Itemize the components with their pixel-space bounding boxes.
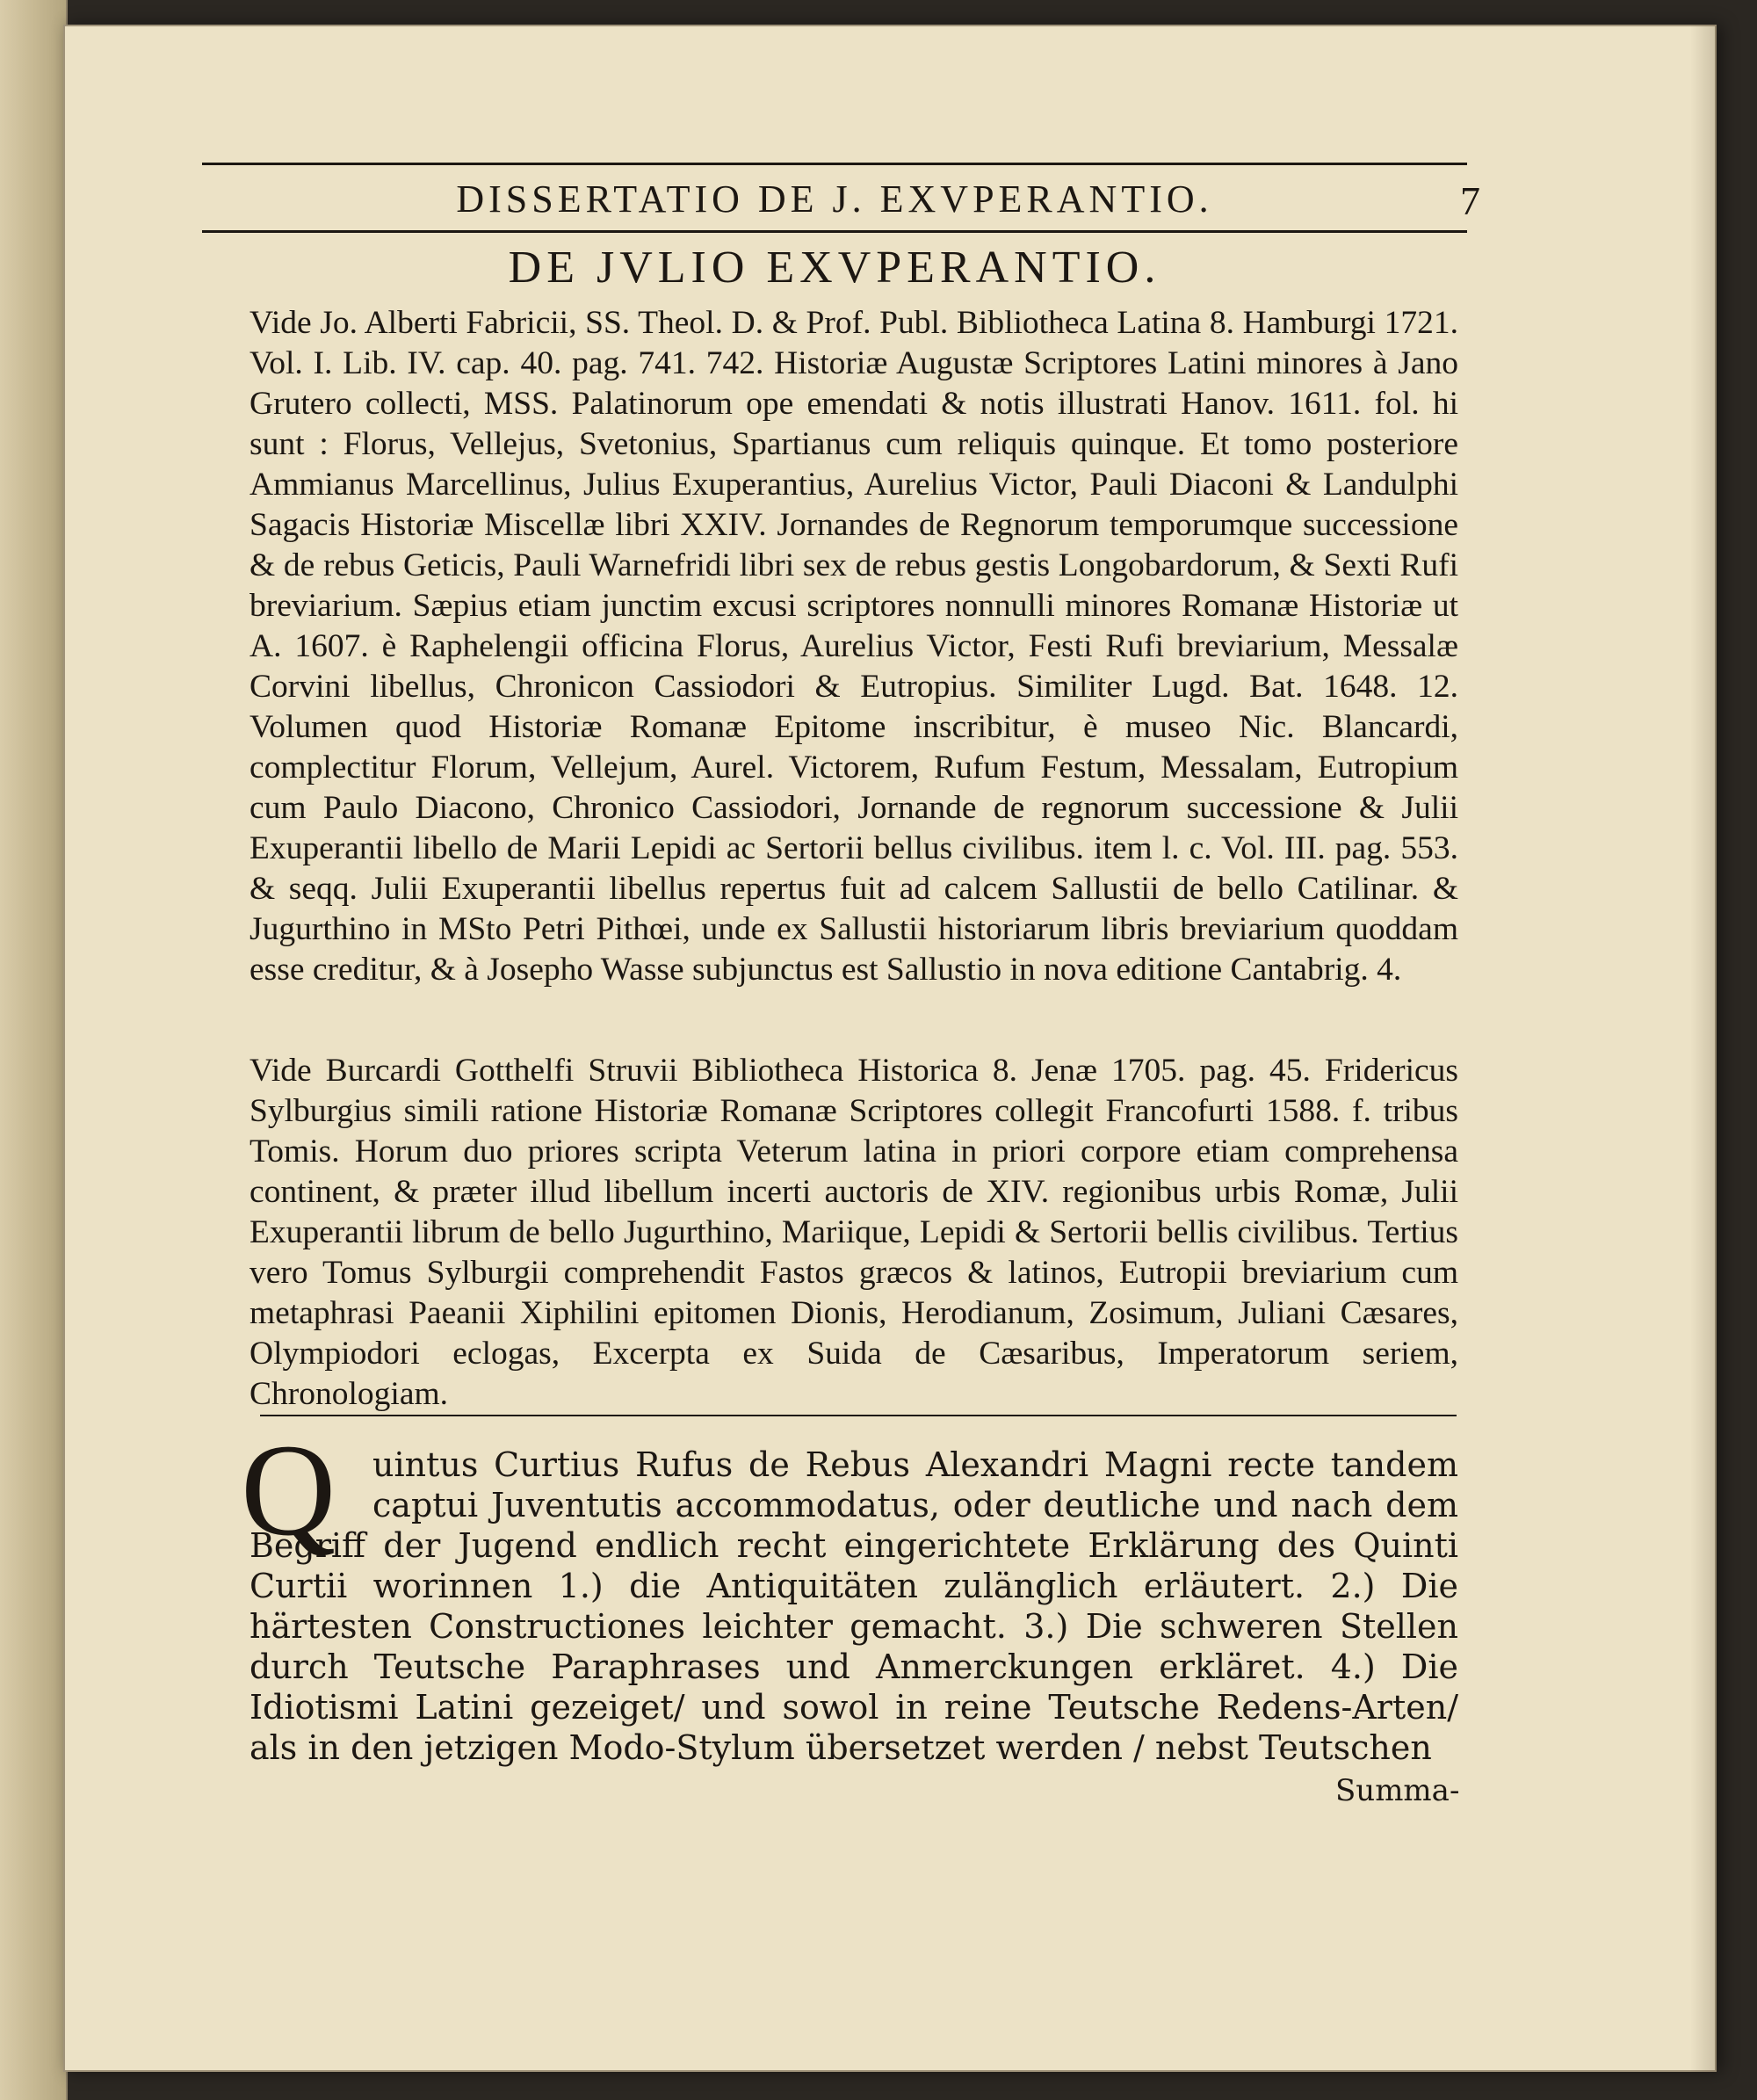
adjacent-page-edge	[0, 0, 68, 2100]
paragraph-struvius: Vide Burcardi Gotthelfi Struvii Bibliotheca Historica 8. Jenæ 1705. pag. 45. Fridericus Sylburgius simili ratione Historiæ Romanæ Scriptores collegit Francofurti 1588. f. tribus Tomis. Horum duo priores scripta Veterum latina in priori corpore etiam comprehensa continent, & præter illud libellum incerti auctoris de XIV. regionibus urbis Romæ, Julii Exuperantii librum de bello Jugurthino, Mariique, Lepidi & Sertorii bellis civilibus. Tertius vero Tomus Sylburgii comprehendit Fastos græcos & latinos, Eutropii breviarium cum metaphrasi Paeanii Xiphilini epitomen Dionis, Herodianum, Zosimum, Juliani Cæsares, Olympiodori eclogas, Excerpta ex Suida de Cæsaribus, Imperatorum seriem, Chronologiam.	[249, 1053, 1458, 1412]
section-separator-rule	[260, 1415, 1457, 1416]
section-title: DE JVLIO EXVPERANTIO.	[508, 243, 1161, 293]
drop-cap-initial: Q	[241, 1417, 336, 1563]
catchword: Summa-	[1335, 1773, 1460, 1808]
book-notice-curtius: uintus Curtius Rufus de Rebus Alexandri Magni recte tandem captui Juventutis accommodatus, oder deutliche und nach dem Begriff der Jugend endlich recht eingerichtete Erklärung des Quinti Curtii worinnen 1.) die Antiquitäten zulänglich erläutert. 2.) Die härtesten Constructiones leichter gemacht. 3.) Die schweren Stellen durch Teutsche Paraphrases und Anmerckungen erkläret. 4.) Die Idiotismi Latini gezeiget/ und sowol in reine Teutsche Redens-Arten/ als in den jetzigen Modo-Stylum übersetzet werden / nebst Teutschen	[249, 1445, 1458, 1767]
paragraph-fabricius: Vide Jo. Alberti Fabricii, SS. Theol. D. & Prof. Publ. Bibliotheca Latina 8. Hamburgi 1721. Vol. I. Lib. IV. cap. 40. pag. 741. 742. Historiæ Augustæ Scriptores Latini minores à Jano Grutero collecti, MSS. Palatinorum ope emendati & notis illustrati Hanov. 1611. fol. hi sunt : Florus, Vellejus, Svetonius, Spartianus cum reliquis quinque. Et tomo posteriore Ammianus Marcellinus, Julius Exuperantius, Aurelius Victor, Pauli Diaconi & Landulphi Sagacis Historiæ Miscellæ libri XXIV. Jornandes de Regnorum temporumque successione & de rebus Geticis, Pauli Warnefridi libri sex de rebus gestis Longobardorum, & Sexti Rufi breviarium. Sæpius etiam junctim excusi scriptores nonnulli minores Romanæ Historiæ ut A. 1607. è Raphelengii officina Florus, Aurelius Victor, Festi Rufi breviarium, Messalæ Corvini libellus, Chronicon Cassiodori & Eutropius. Similiter Lugd. Bat. 1648. 12. Volumen quod Historiæ Romanæ Epitome inscribitur, è museo Nic. Blancardi, complectitur Florum, Vellejum, Aurel. Victorem, Rufum Festum, Messalam, Eutropium cum Paulo Diacono, Chronico Cassiodori, Jornande de regnorum successione & Julii Exuperantii libello de Marii Lepidi ac Sertorii bellus civilibus. item l. c. Vol. III. pag. 553. & seqq. Julii Exuperantii libellus repertus fuit ad calcem Sallustii de bello Catilinar. & Jugurthino in MSto Petri Pithœi, unde ex Sallustii historiarum libris breviarium quoddam esse creditur, & à Josepho Wasse subjunctus est Sallustio in nova editione Cantabrig. 4.	[249, 305, 1458, 988]
running-header: DISSERTATIO DE J. EXVPERANTIO.	[456, 177, 1213, 221]
page-number: 7	[1460, 178, 1480, 223]
header-rule-top	[202, 163, 1467, 165]
header-rule-bottom	[202, 230, 1467, 233]
